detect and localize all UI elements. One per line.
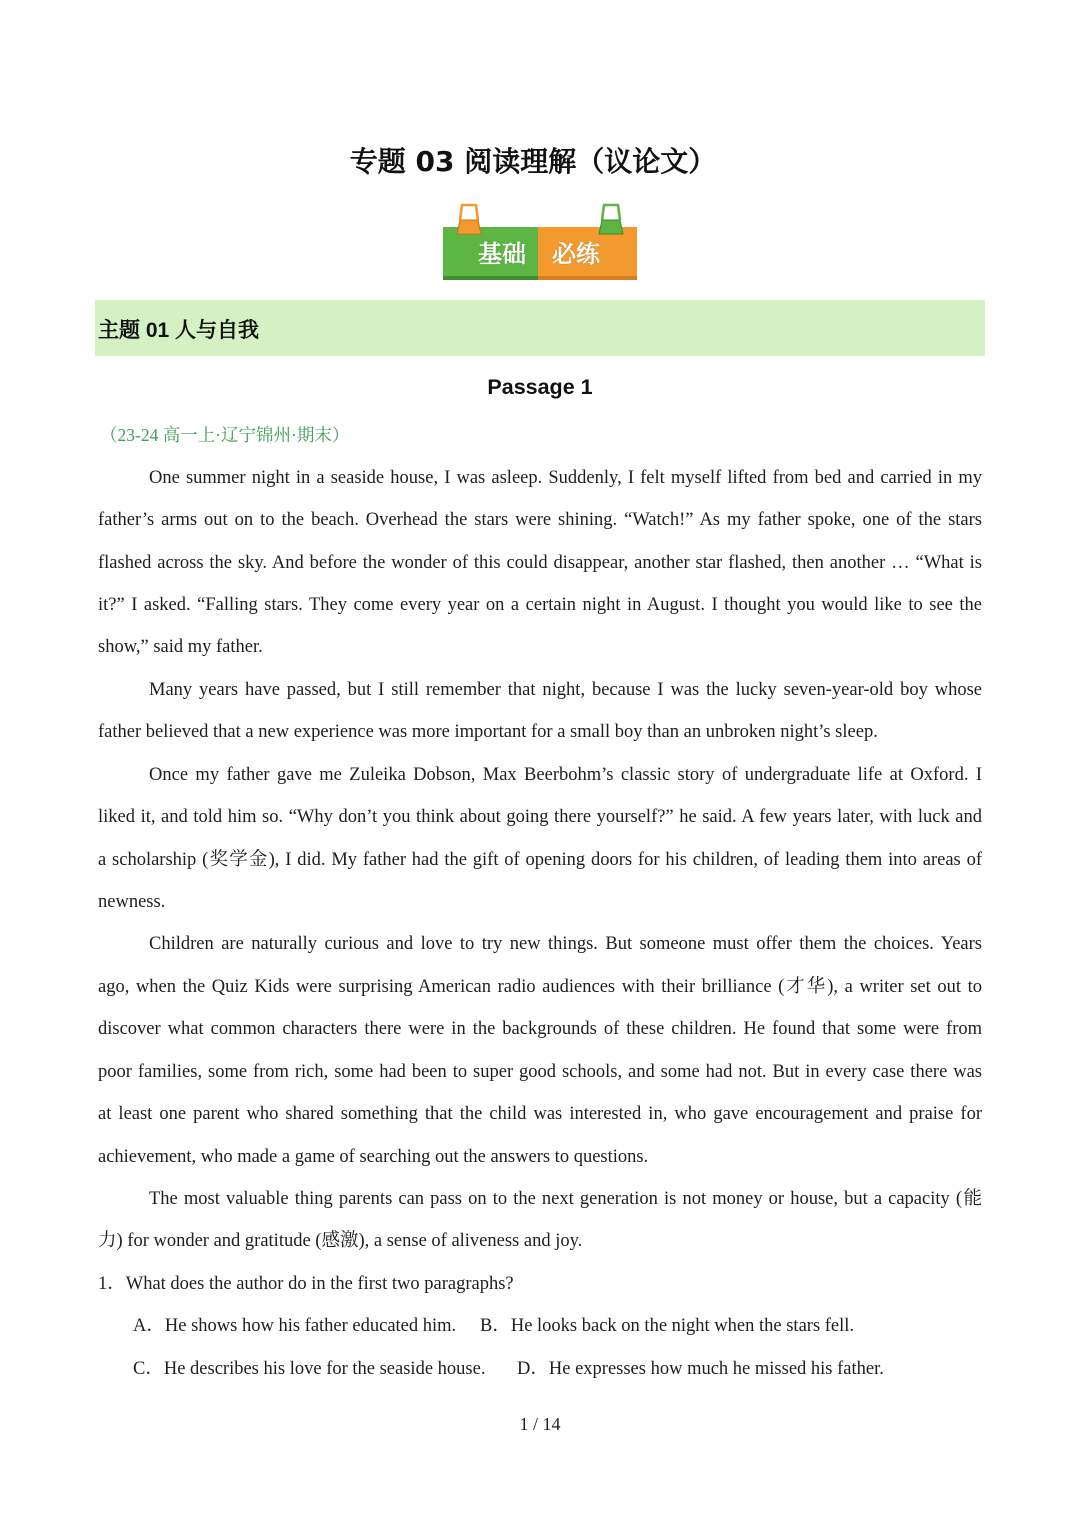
text-line: show,” said my father. <box>98 637 263 658</box>
document-title: 专题 03 阅读理解（议论文） <box>349 145 717 178</box>
question-1 <box>98 1263 982 1390</box>
badge-orange-shadow <box>538 276 637 280</box>
badge-green-shadow <box>443 276 539 280</box>
binder-clip-icon <box>599 205 623 234</box>
badge-left-label: 基础 <box>478 240 526 268</box>
page-number: 1 / 14 <box>519 1414 561 1434</box>
text-line: ago, when the Quiz Kids were surprising American radio audiences with their brilliance (才华), a writer set out to <box>98 976 982 997</box>
passage-body <box>98 457 982 1390</box>
text-line: father believed that a new experience was more important for a small boy than an unbroken night’s sleep. <box>98 722 878 743</box>
badge-right-label: 必练 <box>552 240 600 268</box>
text-line: liked it, and told him so. “Why don’t you think about going there yourself?” he said. A few years later, with luck and <box>98 807 982 828</box>
option-label: B． <box>480 1316 511 1337</box>
text-line: at least one parent who shared something that the child was interested in, who gave encouragement and praise for <box>98 1104 982 1125</box>
option-label: D． <box>517 1358 549 1379</box>
passage-heading: Passage 1 <box>487 375 593 399</box>
text-line: Children are naturally curious and love to try new things. But someone must offer them the choices. Years <box>149 934 982 955</box>
option-label: A． <box>133 1316 165 1337</box>
section-bar <box>95 300 985 356</box>
option-text: He looks back on the night when the stars fell. <box>510 1316 855 1337</box>
option-row <box>98 1348 982 1390</box>
passage-source: （23-24 高一上·辽宁锦州·期末） <box>100 425 350 445</box>
option-text: He expresses how much he missed his father. <box>548 1358 884 1379</box>
text-line: discover what common characters there were in the backgrounds of these children. He found that some were from <box>98 1019 982 1040</box>
paragraph <box>98 754 982 924</box>
option-text: He describes his love for the seaside house. <box>163 1358 486 1379</box>
text-line: Many years have passed, but I still remember that night, because I was the lucky seven-year-old boy whose <box>149 679 982 700</box>
badge-basic-practice <box>443 200 637 282</box>
text-line: father’s arms out on to the beach. Overhead the stars were shining. “Watch!” As my father spoke, one of the stars <box>98 510 982 531</box>
option-d <box>517 1348 884 1390</box>
binder-clip-icon <box>457 205 481 234</box>
paragraph <box>98 1178 982 1263</box>
badge-art <box>443 200 637 282</box>
section-title: 主题 01 人与自我 <box>98 319 260 342</box>
text-line: One summer night in a seaside house, I was asleep. Suddenly, I felt myself lifted from bed and carried in my <box>149 467 982 488</box>
option-a <box>133 1305 456 1347</box>
text-line: achievement, who made a game of searching out the answers to questions. <box>98 1146 649 1167</box>
option-b <box>480 1305 854 1347</box>
question-stem: 1．What does the author do in the first two paragraphs? <box>98 1273 514 1294</box>
paragraph <box>98 923 982 1178</box>
text-line: Once my father gave me Zuleika Dobson, Max Beerbohm’s classic story of undergraduate life at Oxford. I <box>149 764 982 785</box>
text-line: a scholarship (奖学金), I did. My father had the gift of opening doors for his children, of leading them into areas of <box>98 849 982 870</box>
option-text: He shows how his father educated him. <box>164 1316 457 1337</box>
text-line: poor families, some from rich, some had been to super good schools, and some had not. But in every case there was <box>98 1061 982 1082</box>
option-row <box>98 1305 982 1347</box>
text-line: The most valuable thing parents can pass on to the next generation is not money or house, but a capacity (能 <box>149 1188 982 1209</box>
text-line: flashed across the sky. And before the wonder of this could disappear, another star flashed, then another … “What is <box>98 552 982 573</box>
option-c <box>133 1348 485 1390</box>
text-line: newness. <box>98 892 166 913</box>
paragraph <box>98 669 982 754</box>
option-label: C． <box>133 1358 164 1379</box>
text-line: it?” I asked. “Falling stars. They come every year on a certain night in August. I thought you would like to see the <box>98 595 982 616</box>
text-line: 力) for wonder and gratitude (感激), a sense of aliveness and joy. <box>98 1231 583 1252</box>
paragraph <box>98 457 982 669</box>
